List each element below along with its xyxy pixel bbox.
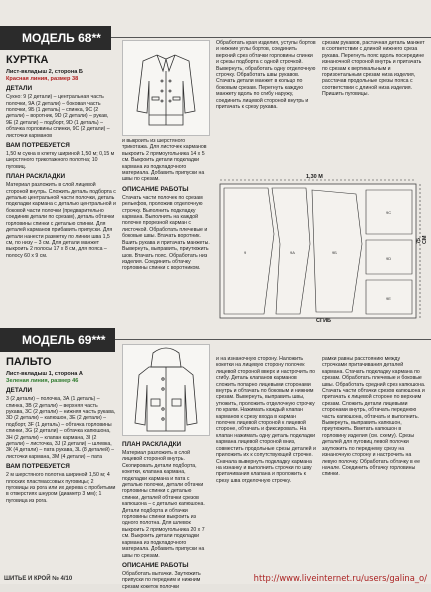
model68-work-text: Стачать части полочек по срезам рельефов, проложив отделочную строчку. Выполнить подкладку кармана. Выполнить на каждой полочке прорезной карман с листочкой. Обработать плечевые и боковые швы. Втачать воротник. Вшить рукава и притачать манжеты. Вывернуть, выправить, приутюжить шов. Втачать пояс. Обработать низ изделия. Соединить обтачку горловины спинки с воротником. [122,194,210,272]
svg-text:9: 9 [244,250,247,255]
model69-header [0,328,431,352]
model68-plan-text: Материал разложить в слой лицевой стороной внутрь. Сложить деталь подборта с деталью центральной части полочки, деталь подкладки кармана с деталью центральной и боковой части полочки (предварительно соединив детали по срезам), деталь обтачки горловины спинки с деталью спинки. Для деталей карманов прибавить припуски. Для детали нанести разметку по линии шва 1,5 см, по низу – 3 см. Для детали манжет выкроить 2 полосы 17 х 8 см, для пояса – полосу 60 х 9 см. [6,182,116,259]
fold-label: СГИБ [316,318,331,324]
jacket-sketch [122,40,210,136]
model69-col3-text: и на изнаночную сторону. Наложить кокетки на лицевую сторону полочек лицевой стороной вверх и настрочить по сгибу. Деталь клапанов карманов сложить попарно лицевыми сторонами внутрь и обтачать по боковым и нижним срезам. Вывернуть, выправить швы, утюжить, проложить отделочную строчку по краям. Нажимать каждый клапан карманов к срезу входа в карман полочек лицевой стороной к лицевой стороне, обтачать и фиксировать. На клапан нажимать одну деталь подкладки кармана лицевой стороной вниз, совместить продольные срезы деталей и приложить их к сопутствующей строчке. Сначала вывернуть подкладку кармана на изнанку и выполнить строчки по шву притачивания клапана и проложить к срезу шва отделочную строчку. [216,356,316,484]
model68-need-text: 1,50 м сукна в клетку шириной 1,50 м; 0,15 м шерстяного трикотажного полотна; 10 пуговиц. [6,151,115,170]
model68-plan-head: ПЛАН РАСКЛАДКИ [6,173,66,181]
model69-col1 [6,356,116,506]
model69-work-head: ОПИСАНИЕ РАБОТЫ [122,561,189,569]
model68-col4-text: срезам рукавов, растачная деталь манжет в соответствии с длиной нижнего среза рукава. Перегнуть пояс вдоль посередине изнаночной стороной внутрь и притачать по срезам к вертикальным и горизонтальным срезам низа изделия, расстачав продольные срезы пояса с соответствии с длиной низа изделия. Пришить пуговицы. [322,40,425,98]
model69-need-text: 2 м шерстяного полотна шириной 1,50 м; 4 плоских пластмассовых пуговицы; 2 пуговицы из рога или их дерева с пробитыми в отверстиях шнуром (диаметр 3 мм); 1 пуговица из рога. [6,472,116,504]
length-label: 75 СМ [416,235,428,244]
model68-col3-text: Обработать края изделия, уступы бортов и нижние углы бортов, соединить верхний срез обтачки горловины спинки и срезы подборта с одной строчкой. Вывернуть, обработать одну отделочную строчку. Обработать швы рукавов. Стачать детали манжет в кольцо по боковым срезам. Перегнуть каждую манжету вдоль по сгибу наружу, соединить лицевой стороной внутрь и притачать к срезу рукава. [216,40,316,111]
model68-sheet: Лист-вкладыш 2, сторона Б [6,69,83,75]
svg-text:9С: 9С [386,210,392,215]
model68-details-head: ДЕТАЛИ [6,85,33,93]
model68-need-head: ВАМ ПОТРЕБУЕТСЯ [6,142,70,150]
model68-pattern-layout [216,174,428,326]
model69-plan-head: ПЛАН РАСКЛАДКИ [122,441,182,448]
jacket-drawing [123,41,209,135]
model69-col3 [216,356,316,486]
svg-text:9D: 9D [386,256,392,261]
model69-col2 [122,438,210,592]
model69-sheet: Лист-вкладыш 1, сторона А [6,371,83,377]
svg-text:9Б: 9Б [332,250,337,255]
model68-col2-text: и выкроить из шерстяного трикотажа. Для листочек карманов выкроить 2 прямоугольника 14 х 5 см. Выкроить детали подкладки кармана из подкладочного материала. Добавить припуски на швы по срезам. [122,138,207,183]
model69-tag: МОДЕЛЬ 69*** [0,328,115,352]
coat-drawing [123,345,209,435]
model69-line: Зеленая линия, размер 46 [6,377,79,384]
model68-work-head: ОПИСАНИЕ РАБОТЫ [122,185,189,193]
model69-details-head: ДЕТАЛИ [6,387,33,395]
svg-text:9A: 9A [290,250,295,255]
source-url[interactable]: http://www.liveinternet.ru/users/galina_o/ [253,573,427,583]
pattern-drawing [216,174,428,326]
model68-col3 [216,40,316,112]
width-label: 1,30 М [306,174,323,180]
model69-col4 [322,356,426,480]
model68-details-text: Сукно: 9 (2 детали) – центральная часть полочки, 9А (2 детали) – боковая часть полочки, 9Б (1 деталь) – спинка, 9С (2 детали) – воротник, 9D (2 детали) – рукав, 9Е (2 детали) – подборт, 9D (1 деталь) – обтачка горловины спинки, 9С (2 детали) – листочки карманов [6,94,110,139]
model68-line: Красная линия, размер 38 [6,75,79,82]
svg-text:9E: 9E [386,296,391,301]
model68-col4 [322,40,426,100]
model68-col1 [6,54,116,261]
model68-tag: МОДЕЛЬ 68** [0,26,111,50]
model69-details-text: 3 (2 детали) – полочка, 3А (1 деталь) – спинка, 3В (2 детали) – верхняя часть рукава, 3С (2 детали) – нижняя часть рукава, 3D (2 детали) – капюшон, 3Е (2 детали) – подборт, 3F (1 деталь) – обтачка горловины спинки, 3G (2 детали) – обтачка капюшона, 3Н (2 детали) – клапан кармана, 3I (2 детали) – листочка, 3J (2 детали) – шлевка, 3К (4 детали) – пата рукава, 3L (8 деталей) – листочки кармана, 3М (4 детали) – пата [6,396,116,460]
model69-col4-text: рамки равны расстоянию между строчками притачивания деталей кармана. Стачать подкладку кармана по срезам. Обработать плечевые и боковые швы. Обработать средний срез капюшона. Стачать части обтачки срезов капюшона и притачать к лицевой стороне по верхним срезам. Сложить детали лицевыми сторонами внутрь, обтачать переднюю часть капюшона, обтачать и выполнить. Вывернуть, выправить капюшон, приутюжить. Вметать капюшон в горловину изделия (см. схему). Срезы деталей для пуговиц левой полочки заутюжить по переднему срезу на изнаночную сторону и настрочить на левую полочку. Обработать обтачку в ее начале. Соединить обтачку горловины спинки. [322,356,426,478]
magazine-footer: ШИТЬЕ И КРОЙ № 4/10 [4,576,73,582]
model69-need-head: ВАМ ПОТРЕБУЕТСЯ [6,463,70,471]
model69-title: ПАЛЬТО [6,356,52,368]
model69-plan-text: Материал разложить в слой лицевой стороной внутрь. Скопировать детали подборта, кокетки, клапана кармана, подкладки кармана и пата с деталью полочки, детали обтачки горловины спинки с деталью спинки, деталей обтачки срезов капюшона – с деталью капюшона. Детали подборта и обтачки горловины спинки выкроить из одного полотна. Для шлевок выкроить 2 прямоугольника 20 х 7 см. Выкроить детали подкладки кармана из подкладочного материала. Добавить припуски на швы по срезам. [122,450,205,559]
coat-sketch [122,344,210,436]
model68-title: КУРТКА [6,54,49,66]
model69-work-text: Обработать вытачки. Заутюжить припуски по передним и нижним срезам кокеток полочки [122,570,201,590]
model68-col2 [122,138,210,274]
